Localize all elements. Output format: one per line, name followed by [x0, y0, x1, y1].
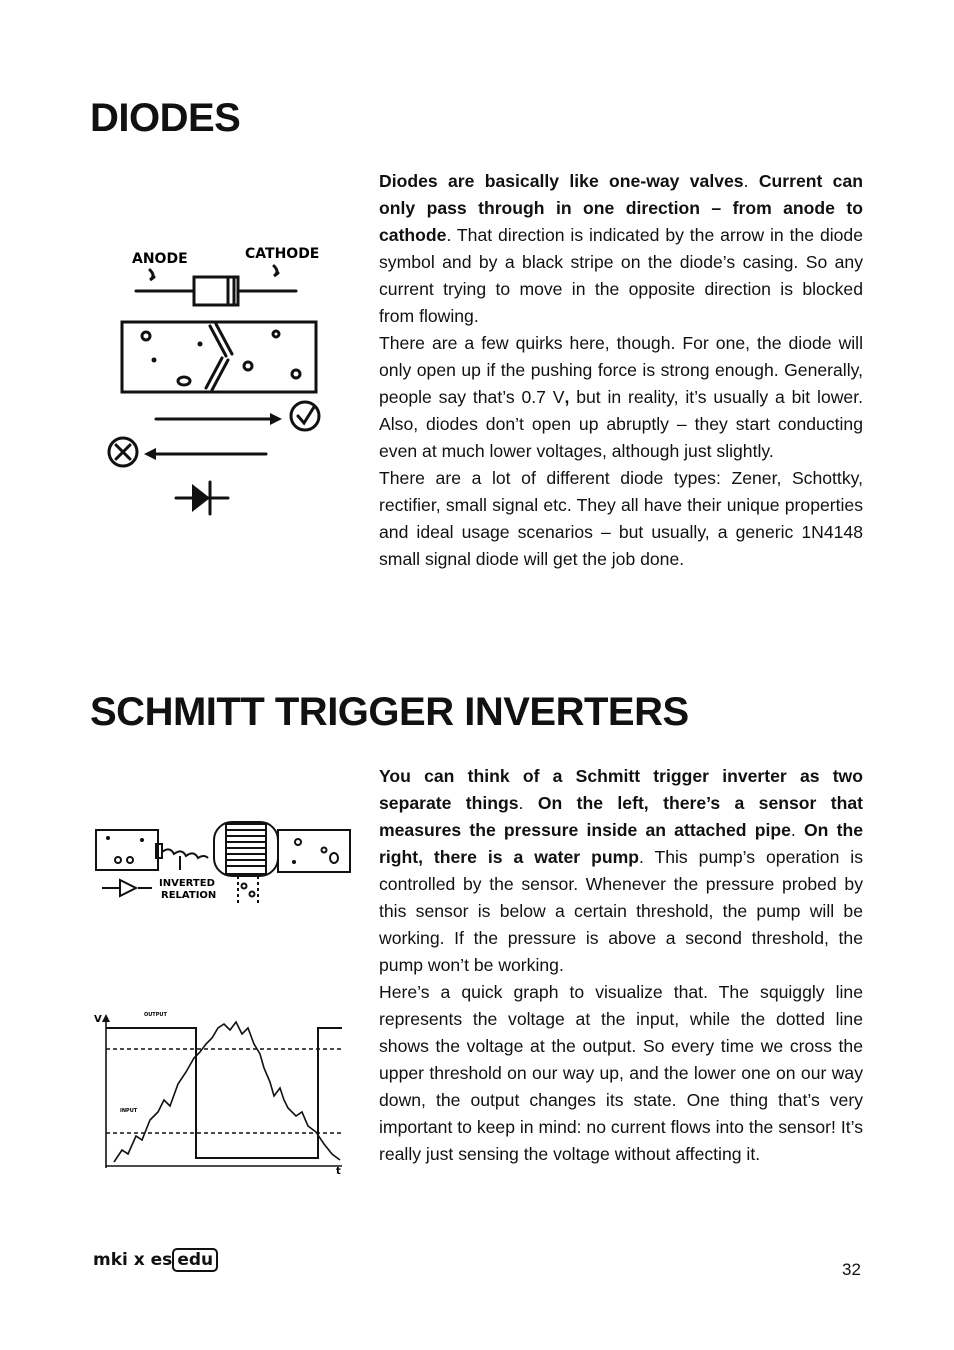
text: . [790, 820, 804, 840]
paragraph [379, 465, 863, 573]
bold-text: On the right, there is a water pump [379, 820, 863, 867]
bold-text: , [564, 387, 570, 407]
inverted-label: INVERTED [159, 878, 215, 889]
bold-text: Diodes are basically like one-way valves [379, 171, 744, 191]
text: . [518, 793, 538, 813]
schmitt-text [379, 763, 863, 1168]
paragraph [379, 979, 863, 1168]
text: . That direction is indicated by the arrow in the diode symbol and by a black stripe on the diode’s casing. So any current trying to move in the opposite direction is blocked from flowing. [379, 225, 863, 326]
anode-label: ANODE [132, 251, 188, 267]
paragraph [379, 330, 863, 465]
bold-text: Current can only pass through in one direction – from anode to cathode [379, 171, 863, 245]
input-line [114, 1022, 340, 1162]
relation-label: RELATION [161, 890, 217, 901]
brand-box: edu [172, 1248, 218, 1272]
text: Here’s a quick graph to visualize that. The squiggly line represents the voltage at the input, while the dotted line shows the voltage at the output. So every time we cross the upper threshold on our way up, and the lower one on our way down, the output changes its state. One thing that’s very important to keep in mind: no current flows into the sensor! It’s really just sensing the voltage without affecting it. [379, 982, 863, 1164]
bold-text: On the left, there’s a sensor that measures the pressure inside an attached pipe [379, 793, 864, 840]
hysteresis-graph [92, 1008, 354, 1176]
bold-text: You can think of a Schmitt trigger inverter as two separate things [379, 766, 863, 813]
brand-logo [93, 1250, 218, 1270]
output-label: OUTPUT [144, 1012, 167, 1018]
brand-left: mki x es [93, 1250, 173, 1270]
paragraph [379, 168, 863, 330]
text: . This pump’s operation is controlled by the sensor. Whenever the pressure probed by this sensor is below a certain threshold, the pump will be working. If the pressure is above a second threshold, the pump won’t be working. [379, 847, 863, 975]
text: There are a few quirks here, though. For one, the diode will only open up if the pushing force is strong enough. Generally, people say that’s 0.7 V [379, 333, 863, 407]
output-line [106, 1028, 342, 1158]
paragraph [379, 763, 863, 979]
text: . [743, 171, 759, 191]
schmitt-illustration [94, 816, 354, 912]
page-number: 32 [842, 1260, 861, 1279]
x-axis-label: t [336, 1166, 341, 1176]
section-title-diodes: DIODES [90, 96, 241, 140]
section-title-schmitt: SCHMITT TRIGGER INVERTERS [90, 690, 689, 734]
text: There are a lot of different diode types: Zener, Schottky, rectifier, small signal etc. They all have their unique properties and ideal usage scenarios – but usually, a generic 1N4148 small signal diode will get the job done. [379, 468, 863, 569]
diodes-text [379, 168, 863, 573]
y-axis-label: V [94, 1014, 102, 1025]
cathode-label: CATHODE [245, 246, 320, 262]
input-label: INPUT [120, 1108, 138, 1114]
diode-illustration [98, 236, 338, 526]
text: but in reality, it’s usually a bit lower. Also, diodes don’t open up abruptly – they start conducting even at much lower voltages, although just slightly. [379, 387, 863, 461]
